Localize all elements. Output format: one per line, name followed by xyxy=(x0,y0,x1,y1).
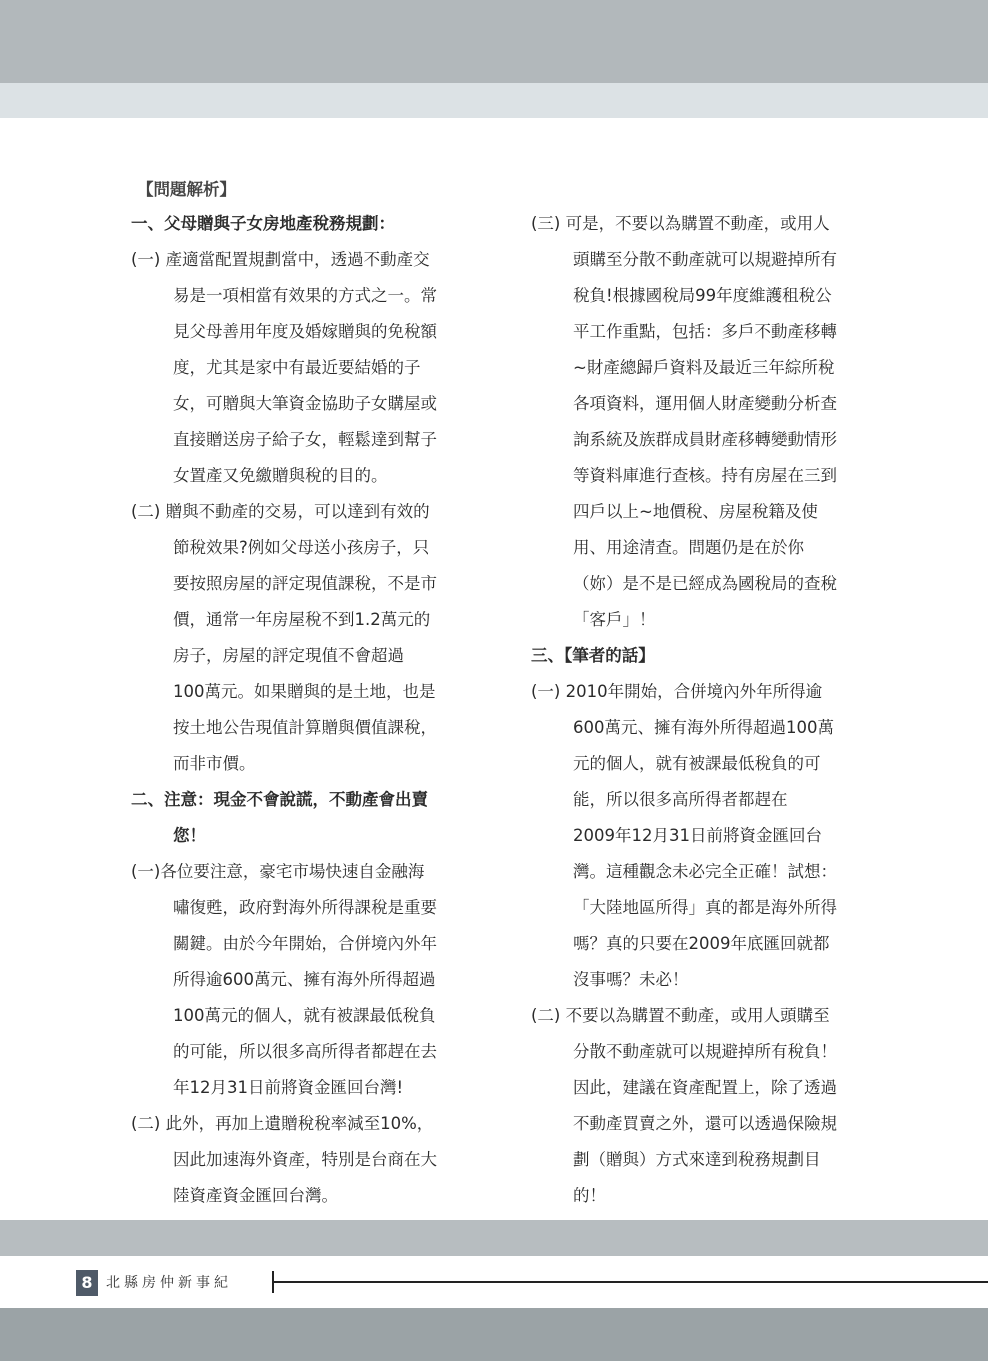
paragraph-line: 女，可贈與大筆資金協助子女購屋或 xyxy=(173,394,437,413)
paragraph-line: 關鍵。由於今年開始，合併境內外年 xyxy=(173,934,437,953)
paragraph-line: 易是一項相當有效果的方式之一。常 xyxy=(173,286,437,305)
item-2-1 xyxy=(131,854,491,1106)
heading-cash-warning xyxy=(131,782,491,854)
paragraph-line: 劃（贈與）方式來達到稅務規劃目 xyxy=(573,1150,821,1169)
heading-line: 您！ xyxy=(173,826,206,845)
paragraph-line: 沒事嗎？未必！ xyxy=(573,970,689,989)
right-column xyxy=(531,206,891,1214)
header-band-light xyxy=(0,83,988,118)
item-1-1 xyxy=(131,242,491,494)
paragraph-line: 頭購至分散不動產就可以規避掉所有 xyxy=(573,250,837,269)
section-label: 【問題解析】 xyxy=(137,180,236,199)
paragraph-line: 直接贈送房子給子女，輕鬆達到幫子 xyxy=(173,430,437,449)
paragraph-line: 女置產又免繳贈與稅的目的。 xyxy=(173,466,388,485)
paragraph-line: 價，通常一年房屋稅不到1.2萬元的 xyxy=(173,610,431,629)
paragraph-line: 「大陸地區所得」真的都是海外所得 xyxy=(573,898,837,917)
paragraph-line: 「客戶」！ xyxy=(573,610,656,629)
paragraph-line: (一)各位要注意，豪宅市場快速自金融海 xyxy=(131,862,425,881)
item-2-3 xyxy=(531,206,891,638)
paragraph-line: 陸資產資金匯回台灣。 xyxy=(173,1186,338,1205)
paragraph-line: 灣。這種觀念未必完全正確！試想： xyxy=(573,862,837,881)
item-3-2 xyxy=(531,998,891,1214)
paragraph-line: 因此，建議在資產配置上，除了透過 xyxy=(573,1078,837,1097)
paragraph-line: 等資料庫進行查核。持有房屋在三到 xyxy=(573,466,837,485)
paragraph-line: 不動產買賣之外，還可以透過保險規 xyxy=(573,1114,837,1133)
paragraph-line: ~財產總歸戶資料及最近三年綜所稅 xyxy=(573,358,835,377)
paragraph-line: (一) 產適當配置規劃當中，透過不動產交 xyxy=(131,250,430,269)
paragraph-line: 所得逾600萬元、擁有海外所得超過 xyxy=(173,970,436,989)
paragraph-line: 2009年12月31日前將資金匯回台 xyxy=(573,826,822,845)
item-2-2 xyxy=(131,1106,491,1214)
paragraph-line: 600萬元、擁有海外所得超過100萬 xyxy=(573,718,834,737)
paragraph-line: 因此加速海外資產，特別是台商在大 xyxy=(173,1150,437,1169)
paragraph-line: 100萬元。如果贈與的是土地，也是 xyxy=(173,682,436,701)
paragraph-line: 元的個人，就有被課最低稅負的可 xyxy=(573,754,821,773)
footer-band-light xyxy=(0,1220,988,1256)
paragraph-line: (一) 2010年開始，合併境內外年所得逾 xyxy=(531,682,823,701)
paragraph-line: 能，所以很多高所得者都趕在 xyxy=(573,790,788,809)
paragraph-line: 年12月31日前將資金匯回台灣! xyxy=(173,1078,404,1097)
footer-band-dark xyxy=(0,1308,988,1361)
paragraph-line: 而非市價。 xyxy=(173,754,256,773)
paragraph-line: 稅負!根據國稅局99年度維護租稅公 xyxy=(573,286,832,305)
paragraph-line: （妳）是不是已經成為國稅局的查稅 xyxy=(573,574,837,593)
paragraph-line: 要按照房屋的評定現值課稅，不是市 xyxy=(173,574,437,593)
paragraph-line: (二) 贈與不動產的交易，可以達到有效的 xyxy=(131,502,430,521)
paragraph-line: (二) 不要以為購置不動產，或用人頭購至 xyxy=(531,1006,830,1025)
paragraph-line: 節稅效果?例如父母送小孩房子，只 xyxy=(173,538,430,557)
heading-line: 二、注意：現金不會說謊，不動產會出賣 xyxy=(131,790,428,809)
heading-author-words: 三、【筆者的話】 xyxy=(531,646,655,665)
heading-parent-gift-planning: 一、父母贈與子女房地產稅務規劃： xyxy=(131,214,395,233)
paragraph-line: 平工作重點，包括：多戶不動產移轉 xyxy=(573,322,837,341)
page-number: 8 xyxy=(76,1270,98,1296)
header-band-dark xyxy=(0,0,988,83)
paragraph-line: 100萬元的個人，就有被課最低稅負 xyxy=(173,1006,436,1025)
publication-title: 北縣房仲新事紀 xyxy=(106,1275,232,1291)
paragraph-line: 嗎？真的只要在2009年底匯回就都 xyxy=(573,934,830,953)
paragraph-line: 各項資料，運用個人財產變動分析查 xyxy=(573,394,837,413)
paragraph-line: 用、用途清查。問題仍是在於你 xyxy=(573,538,804,557)
paragraph-line: 嘯復甦，政府對海外所得課稅是重要 xyxy=(173,898,437,917)
left-column xyxy=(131,174,491,1214)
footer-rule xyxy=(272,1281,988,1283)
paragraph-line: 詢系統及族群成員財產移轉變動情形 xyxy=(573,430,837,449)
item-1-2 xyxy=(131,494,491,782)
paragraph-line: 房子，房屋的評定現值不會超過 xyxy=(173,646,404,665)
paragraph-line: (三) 可是，不要以為購置不動產，或用人 xyxy=(531,214,830,233)
paragraph-line: 分散不動產就可以規避掉所有稅負！ xyxy=(573,1042,837,1061)
paragraph-line: 的可能，所以很多高所得者都趕在去 xyxy=(173,1042,437,1061)
paragraph-line: 的！ xyxy=(573,1186,606,1205)
paragraph-line: 見父母善用年度及婚嫁贈與的免稅額 xyxy=(173,322,437,341)
item-3-1 xyxy=(531,674,891,998)
paragraph-line: 度，尤其是家中有最近要結婚的子 xyxy=(173,358,421,377)
paragraph-line: 四戶以上~地價稅、房屋稅籍及使 xyxy=(573,502,818,521)
paragraph-line: (二) 此外，再加上遺贈稅稅率減至10%， xyxy=(131,1114,434,1133)
paragraph-line: 按土地公告現值計算贈與價值課稅， xyxy=(173,718,437,737)
